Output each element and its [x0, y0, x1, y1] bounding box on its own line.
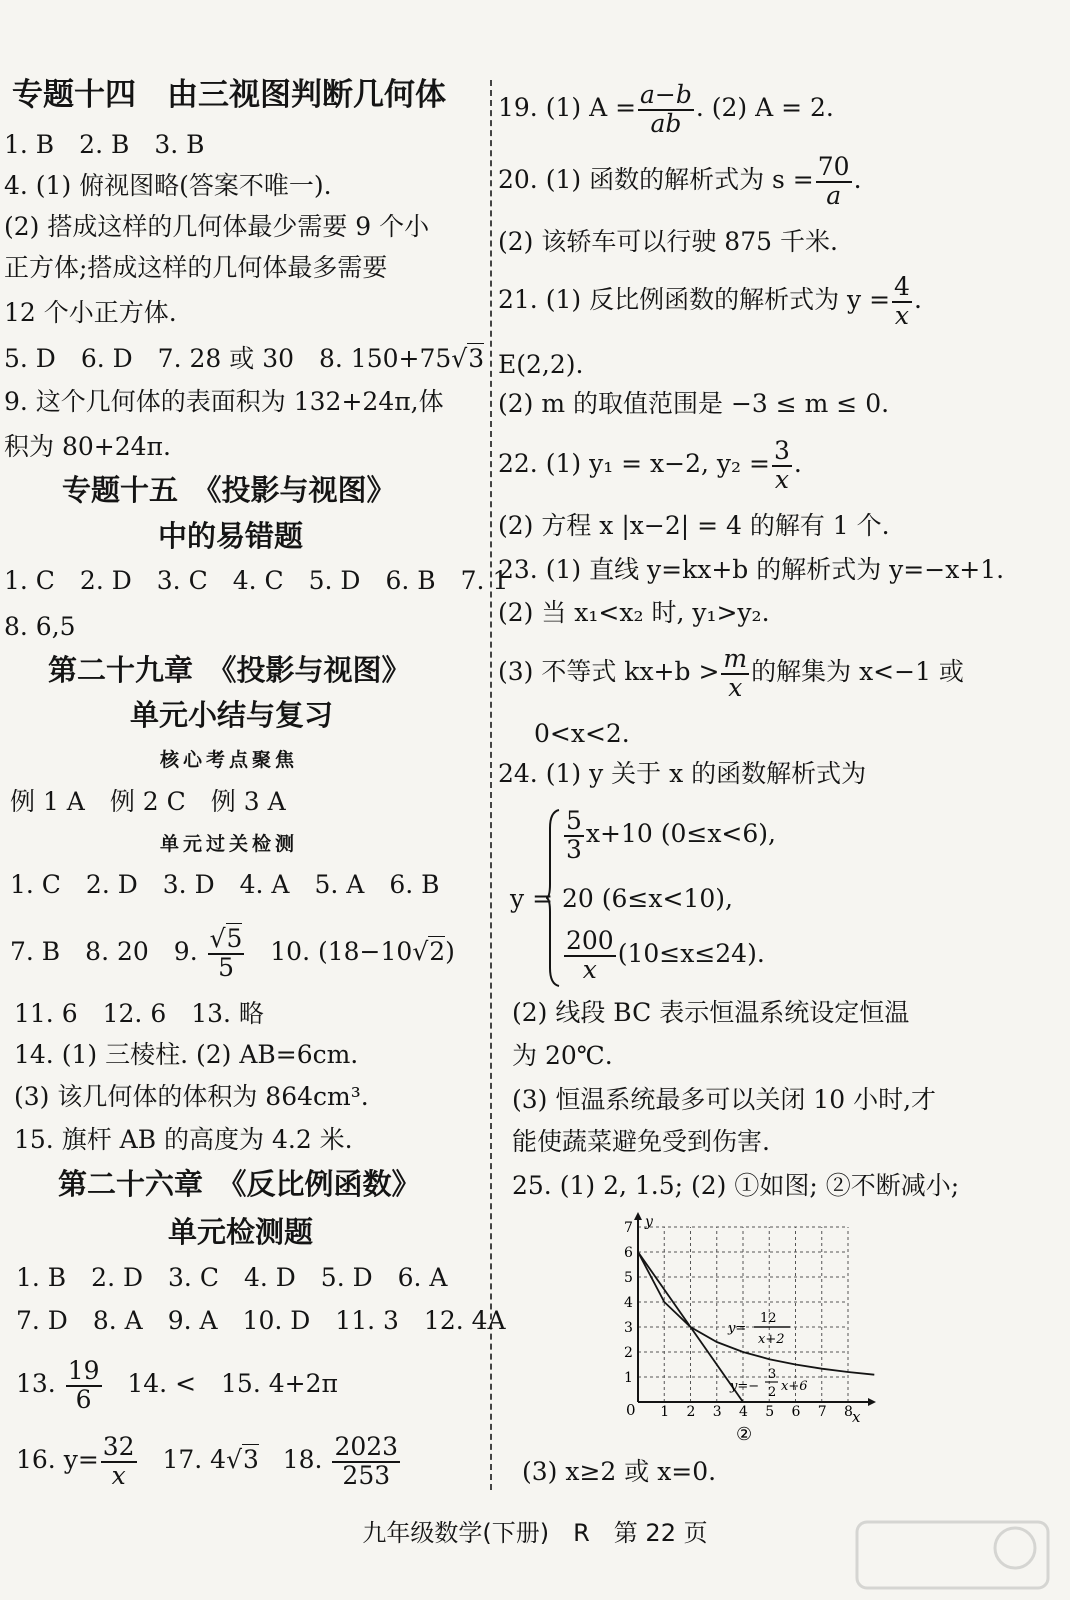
answer-line: [498, 272, 922, 329]
fraction-denominator: 253: [342, 1460, 391, 1490]
y-tick-label: 6: [624, 1245, 633, 1261]
sqrt-value: 3: [243, 1445, 259, 1474]
fraction-numerator: 5: [566, 806, 582, 836]
topic14-title: 专题十四 由三视图判断几何体: [12, 77, 446, 113]
fraction: [772, 438, 792, 493]
y-tick-label: 5: [624, 1270, 633, 1286]
y-tick-label: 1: [624, 1370, 633, 1386]
curve-label: [727, 1311, 790, 1347]
answer-line: 7. D 8. A 9. A 10. D 11. 3 12. 4A: [16, 1306, 506, 1335]
piecewise-case: [562, 926, 765, 983]
chapter29-title: 第二十九章 《投影与视图》: [48, 653, 411, 687]
answer-text: 7. B 8. 20 9.: [10, 937, 198, 966]
x-tick-label: 5: [765, 1404, 775, 1420]
fraction: [816, 154, 852, 209]
answer-line: 正方体;搭成这样的几何体最多需要: [4, 253, 388, 282]
answer-line: (3) 该几何体的体积为 864cm³.: [14, 1082, 369, 1111]
x-axis-label: x: [852, 1408, 861, 1426]
x-tick-label: 7: [817, 1404, 827, 1420]
answer-line: 1. B 2. D 3. C 4. D 5. D 6. A: [16, 1263, 448, 1292]
answer-line: [498, 152, 862, 209]
answer-text: .: [793, 449, 802, 478]
curve-label-prefix: y=: [728, 1321, 747, 1336]
answer-line: 14. (1) 三棱柱. (2) AB=6cm.: [14, 1040, 359, 1069]
fraction-denominator: 6: [75, 1384, 92, 1414]
answer-line: (3) 恒温系统最多可以关闭 10 小时,才: [512, 1085, 937, 1114]
y-tick-label: 7: [624, 1220, 633, 1236]
answer-line: 例 1 A 例 2 C 例 3 A: [10, 787, 286, 816]
line-label-prefix: y=−: [730, 1379, 760, 1394]
piecewise-brace: [546, 808, 560, 988]
fraction-numerator: 19: [67, 1356, 100, 1386]
answer-line: 能使蔬菜避免受到伤害.: [512, 1127, 770, 1156]
fraction-denominator: x: [774, 464, 789, 494]
watermark-logo: [855, 1520, 1050, 1590]
y-tick-label: 3: [624, 1320, 633, 1336]
answer-text: 10. (18−10: [270, 937, 413, 966]
page-footer: 九年级数学(下册) R 第 22 页: [362, 1519, 708, 1547]
fraction-numerator: 4: [894, 272, 910, 302]
answer-text: .: [853, 165, 862, 194]
x-tick-label: 4: [739, 1404, 748, 1420]
answer-line: (2) 线段 BC 表示恒温系统设定恒温: [512, 998, 910, 1027]
answer-line: [498, 644, 964, 701]
section-heading: 单元过关检测: [160, 833, 299, 855]
section-heading: 核心考点聚焦: [160, 749, 299, 771]
answer-line: (2) 该轿车可以行驶 875 千米.: [498, 227, 838, 256]
fraction: [101, 1434, 137, 1489]
x-axis-arrow: [868, 1398, 876, 1406]
answer-line: 积为 80+24π.: [4, 432, 171, 461]
fraction: [564, 808, 584, 863]
answer-line: E(2,2).: [498, 350, 584, 379]
sqrt-value: 2: [429, 937, 446, 966]
answer-line: 11. 6 12. 6 13. 略: [14, 999, 264, 1028]
answer-line: 16. y= $\frac{32}{x}$ 17. 4√3 18. $\frac{2023}{253}$: [16, 1432, 399, 1490]
x-tick-label: 2: [686, 1404, 696, 1420]
answer-line: 24. (1) y 关于 x 的函数解析式为: [498, 759, 867, 788]
fraction-denominator: 3: [566, 834, 582, 864]
answer-text: 22. (1) y₁ = x−2, y₂ =: [498, 449, 770, 478]
answer-text: 19. (1) A =: [498, 93, 637, 122]
function-graph: [618, 1212, 878, 1444]
curve-series: [638, 1252, 874, 1375]
fraction-numerator: 5: [226, 924, 243, 954]
fraction-numerator: a−b: [640, 80, 692, 110]
fraction: [564, 928, 616, 983]
piecewise-case: 20 (6≤x<10),: [562, 884, 733, 913]
fraction: [638, 82, 694, 137]
fraction-numerator: 3: [773, 436, 790, 466]
chapter26-title: 第二十六章 《反比例函数》: [58, 1167, 421, 1201]
fraction-denominator: x: [111, 1460, 126, 1490]
answer-line: 8. 6,5: [4, 612, 76, 641]
sqrt-value: 3: [468, 344, 485, 373]
fraction-numerator: 2023: [334, 1432, 399, 1462]
answer-line: [16, 1356, 338, 1413]
fraction-denominator: x: [728, 672, 743, 702]
chapter26-subtitle: 单元检测题: [168, 1215, 314, 1249]
fraction: [721, 646, 749, 701]
answer-line: 15. 旗杆 AB 的高度为 4.2 米.: [14, 1125, 353, 1154]
y-tick-label: 4: [624, 1295, 633, 1311]
answer-text: 20. (1) 函数的解析式为 s =: [498, 165, 814, 194]
fraction-denominator: x: [894, 300, 910, 330]
answer-line: 9. 这个几何体的表面积为 132+24π,体: [4, 387, 444, 416]
fraction-numerator: 200: [566, 926, 614, 956]
graph-grid: [638, 1227, 848, 1402]
fraction: [332, 1434, 400, 1489]
chapter29-subtitle: 单元小结与复习: [130, 698, 334, 732]
topic15-subtitle: 中的易错题: [158, 519, 304, 553]
answer-text: 5. D 6. D 7. 28 或 30 8. 150+75: [4, 344, 452, 373]
answer-line: 1. B 2. B 3. B: [4, 130, 205, 159]
fraction: $\frac{√5}{5}$: [209, 924, 243, 982]
answer-text: ): [445, 937, 455, 966]
fraction: [892, 274, 912, 329]
fraction-numerator: 32: [102, 1432, 135, 1462]
answer-text: (3) 不等式 kx+b >: [498, 657, 720, 686]
answer-line: [498, 436, 802, 493]
answer-line: 7. B 8. 20 9. $\frac{√5}{5}$ 10. (18−10√2): [10, 924, 455, 982]
x-tick-label: 8: [844, 1404, 853, 1420]
x-tick-label: 3: [712, 1404, 722, 1420]
answer-text: 的解集为 x<−1 或: [751, 657, 964, 686]
x-tick-label: 6: [791, 1404, 801, 1420]
curve-label-denominator: x+2: [758, 1332, 785, 1347]
answer-line: [498, 80, 834, 137]
piecewise-y: y =: [510, 884, 554, 913]
answer-text: 21. (1) 反比例函数的解析式为 y =: [498, 285, 891, 314]
answer-text: 13.: [16, 1369, 56, 1398]
answer-line: (2) m 的取值范围是 −3 ≤ m ≤ 0.: [498, 389, 890, 418]
answer-line: 1. C 2. D 3. C 4. C 5. D 6. B 7. 1: [4, 566, 509, 595]
column-divider: [490, 80, 492, 1490]
graph-caption: ②: [736, 1424, 753, 1444]
answer-line: (2) 当 x₁<x₂ 时, y₁>y₂.: [498, 598, 770, 627]
answer-line: 23. (1) 直线 y=kx+b 的解析式为 y=−x+1.: [498, 555, 1005, 584]
y-tick-label: 2: [624, 1345, 633, 1361]
fraction-denominator: x: [582, 954, 597, 984]
fraction-denominator: ab: [650, 108, 682, 138]
answer-line: 12 个小正方体.: [4, 298, 177, 327]
piecewise-case: [562, 806, 776, 863]
answer-line: (2) 搭成这样的几何体最少需要 9 个小: [4, 212, 430, 241]
answer-line: 为 20℃.: [512, 1041, 613, 1070]
answer-line: 4. (1) 俯视图略(答案不唯一).: [4, 171, 332, 200]
answer-line: (2) 方程 x |x−2| = 4 的解有 1 个.: [498, 511, 890, 540]
topic15-title: 专题十五 《投影与视图》: [62, 473, 396, 507]
line-label-denominator: 2: [768, 1385, 777, 1400]
fraction-denominator: 5: [218, 952, 234, 982]
answer-text: 18.: [282, 1445, 323, 1474]
answer-text: (10≤x≤24).: [617, 939, 765, 968]
answer-line: 25. (1) 2, 1.5; (2) ①如图; ②不断减小;: [512, 1171, 960, 1200]
fraction-denominator: a: [826, 180, 842, 210]
fraction-numerator: m: [723, 644, 748, 674]
answer-text: 16. y=: [16, 1445, 99, 1474]
curve-label-numerator: 12: [760, 1311, 777, 1326]
origin-label: 0: [626, 1401, 636, 1419]
answer-text: .: [913, 285, 922, 314]
answer-line: 5. D 6. D 7. 28 或 30 8. 150+75√3: [4, 344, 485, 373]
answer-text: 14. < 15. 4+2π: [127, 1369, 338, 1398]
fraction: [66, 1358, 102, 1413]
x-tick-label: 1: [660, 1404, 670, 1420]
line-label-suffix: x+6: [781, 1379, 808, 1394]
x-tick-labels: [660, 1404, 853, 1420]
y-tick-labels: [624, 1220, 633, 1386]
answer-line: 1. C 2. D 3. D 4. A 5. A 6. B: [10, 870, 440, 899]
line-label-numerator: 3: [768, 1367, 777, 1382]
y-axis-arrow: [634, 1212, 642, 1220]
answer-text: x+10 (0≤x<6),: [585, 819, 776, 848]
answer-line: (3) x≥2 或 x=0.: [522, 1457, 717, 1486]
y-axis-label: y: [645, 1214, 653, 1230]
answer-text: 17. 4: [162, 1445, 227, 1474]
fraction-numerator: 70: [817, 152, 850, 182]
answer-text: . (2) A = 2.: [695, 93, 834, 122]
answer-line: 0<x<2.: [534, 719, 630, 748]
